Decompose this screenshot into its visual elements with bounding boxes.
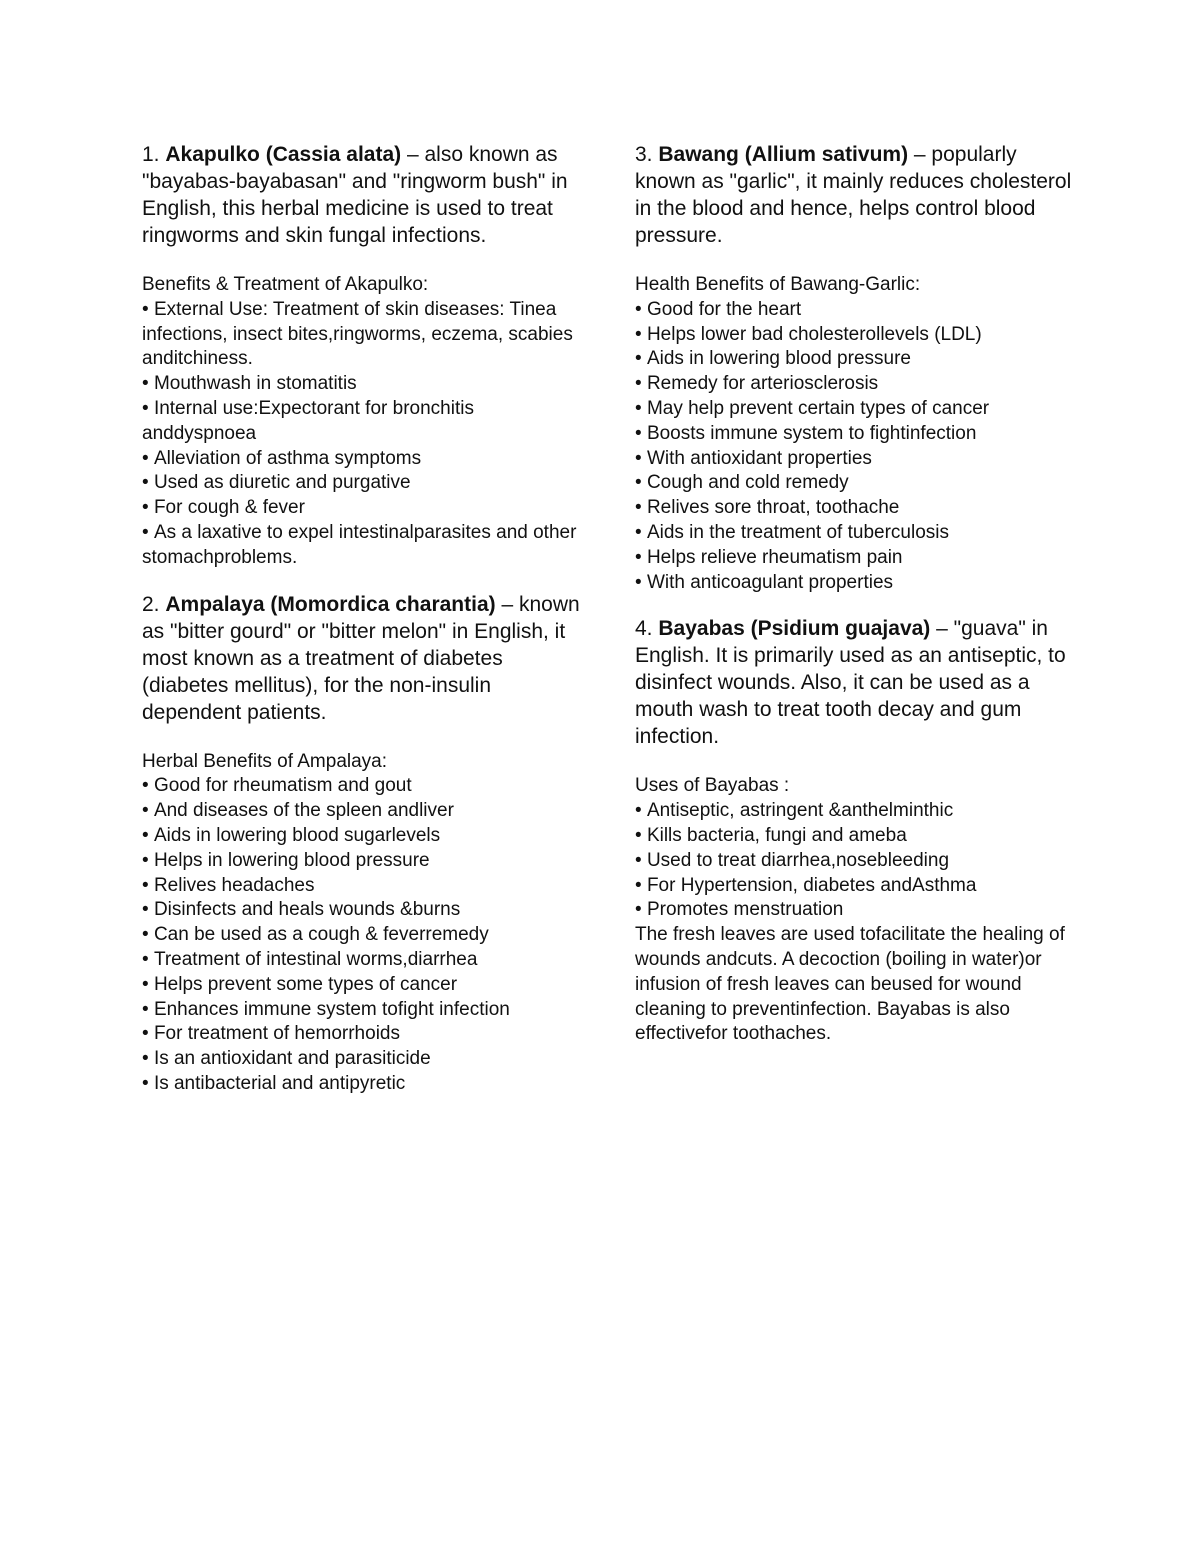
list-item: • As a laxative to expel intestinalparasites and other stomachproblems. (142, 521, 592, 571)
benefits-list (142, 774, 592, 1096)
list-item: • Kills bacteria, fungi and ameba (635, 824, 1075, 849)
list-item: • Disinfects and heals wounds &burns (142, 898, 592, 923)
list-item: • Alleviation of asthma symptoms (142, 447, 592, 472)
list-item: • External Use: Treatment of skin diseases: Tinea infections, insect bites,ringworms, eczema, scabies anditchiness. (142, 298, 592, 372)
list-item: • Enhances immune system tofight infection (142, 998, 592, 1023)
herb-name: Bawang (Allium sativum) (658, 143, 909, 166)
list-item: • Helps lower bad cholesterollevels (LDL) (635, 323, 1075, 348)
herb-intro (635, 615, 1075, 750)
list-item: • Cough and cold remedy (635, 471, 1075, 496)
list-item: • Treatment of intestinal worms,diarrhea (142, 948, 592, 973)
herb-number: 1. (142, 143, 166, 166)
herb-description: – also known as "bayabas-bayabasan" and "ringworm bush" in English, this herbal medicine is used to treat ringworms and skin fungal infections. (142, 143, 568, 247)
herb-name: Akapulko (Cassia alata) (165, 143, 402, 166)
herb-entry-ampalaya (142, 591, 592, 1097)
herb-description: – known as "bitter gourd" or "bitter melon" in English, it most known as a treatment of diabetes (diabetes mellitus), for the non-insulin dependent patients. (142, 592, 580, 724)
herb-number: 2. (142, 592, 166, 616)
herb-intro (635, 141, 1075, 249)
list-item: • Mouthwash in stomatitis (142, 372, 592, 397)
herb-description: – popularly known as "garlic", it mainly reduces cholesterol in the blood and hence, helps control blood pressure. (635, 143, 1072, 247)
list-item: • With anticoagulant properties (635, 571, 1075, 596)
herb-intro (142, 591, 592, 726)
list-item: • Aids in lowering blood pressure (635, 347, 1075, 372)
right-column (635, 141, 1075, 1067)
benefits-list (635, 799, 1075, 923)
list-item: • Antiseptic, astringent &anthelminthic (635, 799, 1075, 824)
list-item: • Good for the heart (635, 298, 1075, 323)
herb-entry-bayabas (635, 615, 1075, 1047)
herb-intro (142, 141, 592, 249)
list-item: • For treatment of hemorrhoids (142, 1022, 592, 1047)
list-item: • Boosts immune system to fightinfection (635, 422, 1075, 447)
list-item: • Aids in the treatment of tuberculosis (635, 521, 1075, 546)
list-item: • Aids in lowering blood sugarlevels (142, 824, 592, 849)
herb-number: 4. (635, 617, 659, 641)
list-item: • With antioxidant properties (635, 447, 1075, 472)
list-item: • And diseases of the spleen andliver (142, 799, 592, 824)
list-item: • Can be used as a cough & feverremedy (142, 923, 592, 948)
list-item: • Helps in lowering blood pressure (142, 849, 592, 874)
list-item: • For Hypertension, diabetes andAsthma (635, 874, 1075, 899)
list-item: • May help prevent certain types of cancer (635, 397, 1075, 422)
list-item: • For cough & fever (142, 496, 592, 521)
herb-name: Bayabas (Psidium guajava) (658, 617, 931, 641)
left-column (142, 141, 592, 1117)
benefits-heading: Benefits & Treatment of Akapulko: (142, 274, 429, 295)
list-item: • Used as diuretic and purgative (142, 471, 592, 496)
benefits-list (635, 298, 1075, 596)
list-item: • Relives headaches (142, 874, 592, 899)
herb-entry-akapulko (142, 141, 592, 571)
herb-description: – "guava" in English. It is primarily used as an antiseptic, to disinfect wounds. Also, it can be used as a mouth wash to treat tooth decay and gum infection. (635, 617, 1066, 749)
list-item: • Is an antioxidant and parasiticide (142, 1047, 592, 1072)
herb-number: 3. (635, 143, 659, 166)
benefits-heading: Uses of Bayabas : (635, 775, 790, 797)
list-item: • Helps relieve rheumatism pain (635, 546, 1075, 571)
benefits-heading: Health Benefits of Bawang-Garlic: (635, 274, 921, 295)
list-item: • Is antibacterial and antipyretic (142, 1072, 592, 1097)
benefits-list (142, 298, 592, 571)
herb-entry-bawang (635, 141, 1075, 595)
list-item: • Good for rheumatism and gout (142, 774, 592, 799)
benefits-heading: Herbal Benefits of Ampalaya: (142, 750, 388, 772)
list-item: • Promotes menstruation (635, 898, 1075, 923)
list-item: • Internal use:Expectorant for bronchitis anddyspnoea (142, 397, 592, 447)
list-item: • Used to treat diarrhea,nosebleeding (635, 849, 1075, 874)
closing-paragraph: The fresh leaves are used tofacilitate the healing of wounds andcuts. A decoction (boiling in water)or infusion of fresh leaves can beused for wound cleaning to preventinfection. Bayabas is also effectivefor toothaches. (635, 924, 1065, 1045)
herb-name: Ampalaya (Momordica charantia) (165, 592, 496, 616)
list-item: • Relives sore throat, toothache (635, 496, 1075, 521)
list-item: • Remedy for arteriosclerosis (635, 372, 1075, 397)
list-item: • Helps prevent some types of cancer (142, 973, 592, 998)
